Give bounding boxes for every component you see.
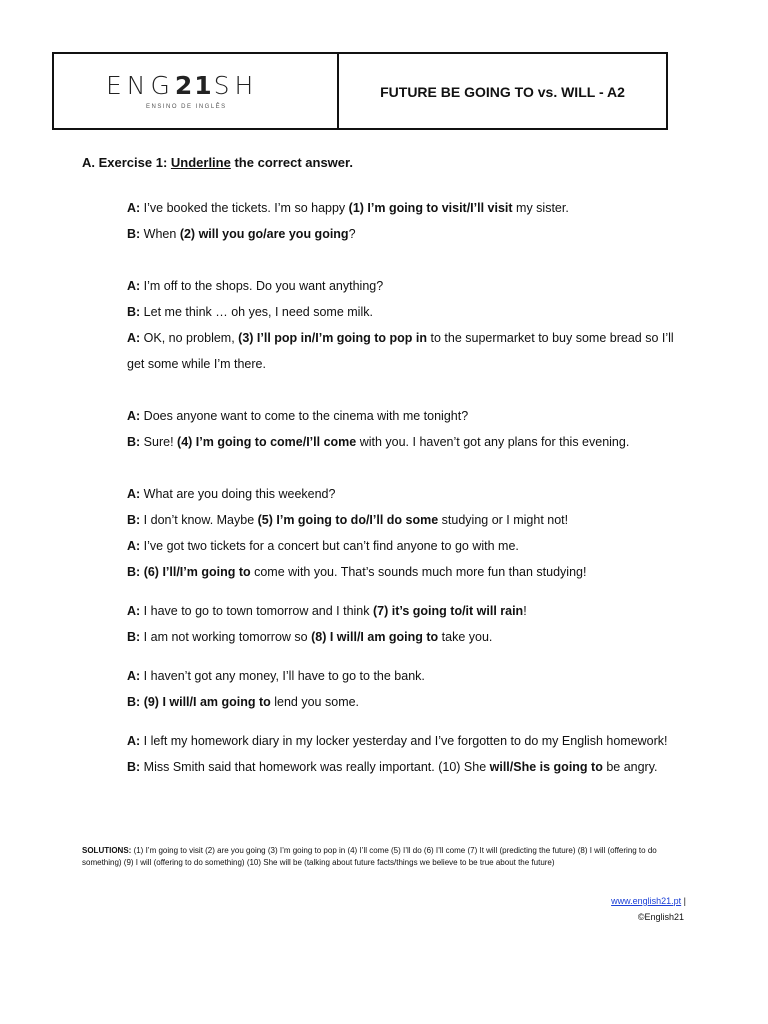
speaker-label: A: [127,409,141,423]
line-text: studying or I might not! [438,513,569,527]
speaker-label: A: [127,331,141,345]
exercise-heading [82,155,353,170]
dialogue-line [127,435,629,449]
line-text: I left my homework diary in my locker yesterday and I’ve forgotten to do my English homework! [140,734,668,748]
speaker-label: A: [127,539,141,553]
exercise-suffix: the correct answer. [230,155,353,170]
line-text: my sister. [512,201,569,215]
website-link[interactable]: www.english21.pt [611,896,682,906]
speaker-label: A: [127,734,141,748]
line-text: with you. I haven’t got any plans for this evening. [356,435,630,449]
line-text: I’ve got two tickets for a concert but can’t find anyone to go with me. [140,539,519,553]
footer-separator: | [681,896,686,906]
line-text: I am not working tomorrow so [140,630,312,644]
dialogue-line [127,760,658,774]
worksheet-title: FUTURE BE GOING TO vs. WILL - A2 [380,84,625,100]
line-text: What are you doing this weekend? [140,487,336,501]
line-text: I’ve booked the tickets. I’m so happy [140,201,349,215]
line-text: I have to go to town tomorrow and I think [140,604,373,618]
dialogue-line [127,201,569,215]
answer-choice: (6) I’ll/I’m going to [143,565,251,579]
exercise-underline-word: Underline [170,155,231,170]
answer-choice: (7) it’s going to/it will rain [372,604,524,618]
line-text: Does anyone want to come to the cinema with me tonight? [140,409,469,423]
speaker-label: A: [127,604,141,618]
line-text: OK, no problem, [140,331,239,345]
dialogue-line [127,513,568,527]
line-text: Let me think … oh yes, I need some milk. [140,305,373,319]
line-text: lend you some. [270,695,360,709]
footer-link-row [611,896,686,906]
line-text: ? [348,227,356,241]
dialogue-line [127,669,425,683]
answer-choice: (5) I’m going to do/I’ll do some [257,513,439,527]
speaker-label: A: [127,487,141,501]
speaker-label: B: [127,513,141,527]
line-text: Miss Smith said that homework was really important. (10) She [140,760,490,774]
copyright: ©English21 [637,912,684,922]
speaker-label: A: [127,201,141,215]
line-text: come with you. That’s sounds much more fun than studying! [250,565,587,579]
speaker-label: A: [127,669,141,683]
brand-logo [106,70,337,100]
speaker-label: B: [127,760,141,774]
logo-left: ENG [106,70,175,100]
dialogue-line [127,227,356,241]
logo-cell [54,54,339,128]
line-text: to the supermarket to buy some bread so I’ll [427,331,674,345]
line-text: get some while I’m there. [127,357,266,371]
answer-choice: (8) I will/I am going to [311,630,439,644]
dialogue-line [127,565,586,579]
exercise-prefix: A. Exercise 1: [82,155,171,170]
dialogue-line [127,604,527,618]
line-text: take you. [438,630,493,644]
dialogue-line [127,279,383,293]
line-text: I don’t know. Maybe [140,513,258,527]
line-text: ! [523,604,527,618]
dialogue-line [127,539,519,553]
speaker-label: B: [127,695,141,709]
line-text: Sure! [140,435,178,449]
dialogue-line [127,331,674,345]
solutions-block [82,845,688,869]
line-text: I’m off to the shops. Do you want anything? [140,279,384,293]
dialogue-line [127,409,468,423]
logo-tagline: ENSINO DE INGLÊS [146,103,227,110]
answer-choice: (3) I’ll pop in/I’m going to pop in [238,331,428,345]
speaker-label: A: [127,279,141,293]
line-text: When [140,227,180,241]
dialogue-line [127,630,492,644]
dialogue-line [127,487,335,501]
line-text: I haven’t got any money, I’ll have to go to the bank. [140,669,425,683]
logo-number: 21 [174,70,214,100]
answer-choice: (2) will you go/are you going [179,227,349,241]
answer-choice: (9) I will/I am going to [143,695,271,709]
dialogue-line [127,305,373,319]
dialogue-line [127,734,668,748]
header-box [52,52,668,130]
speaker-label: B: [127,435,141,449]
dialogue-line [127,357,266,371]
line-text: be angry. [602,760,658,774]
solutions-text: (1) I’m going to visit (2) are you going (3) I’m going to pop in (4) I’ll come (5) I’ll do (6) I’ll come (7) It will (predicting the future) (8) I will (offering to do something) (9) I will (offering to do something) (10) She will be (talking about future facts/things we believe to be true about the future) [82,846,657,867]
answer-choice: (4) I’m going to come/I’ll come [177,435,357,449]
answer-choice: will/She is going to [489,760,603,774]
speaker-label: B: [127,305,141,319]
speaker-label: B: [127,630,141,644]
answer-choice: (1) I’m going to visit/I’ll visit [348,201,513,215]
solutions-label: SOLUTIONS: [82,846,132,855]
logo-right: SH [213,70,259,100]
speaker-label: B: [127,227,141,241]
speaker-label: B: [127,565,141,579]
dialogue-line [127,695,359,709]
